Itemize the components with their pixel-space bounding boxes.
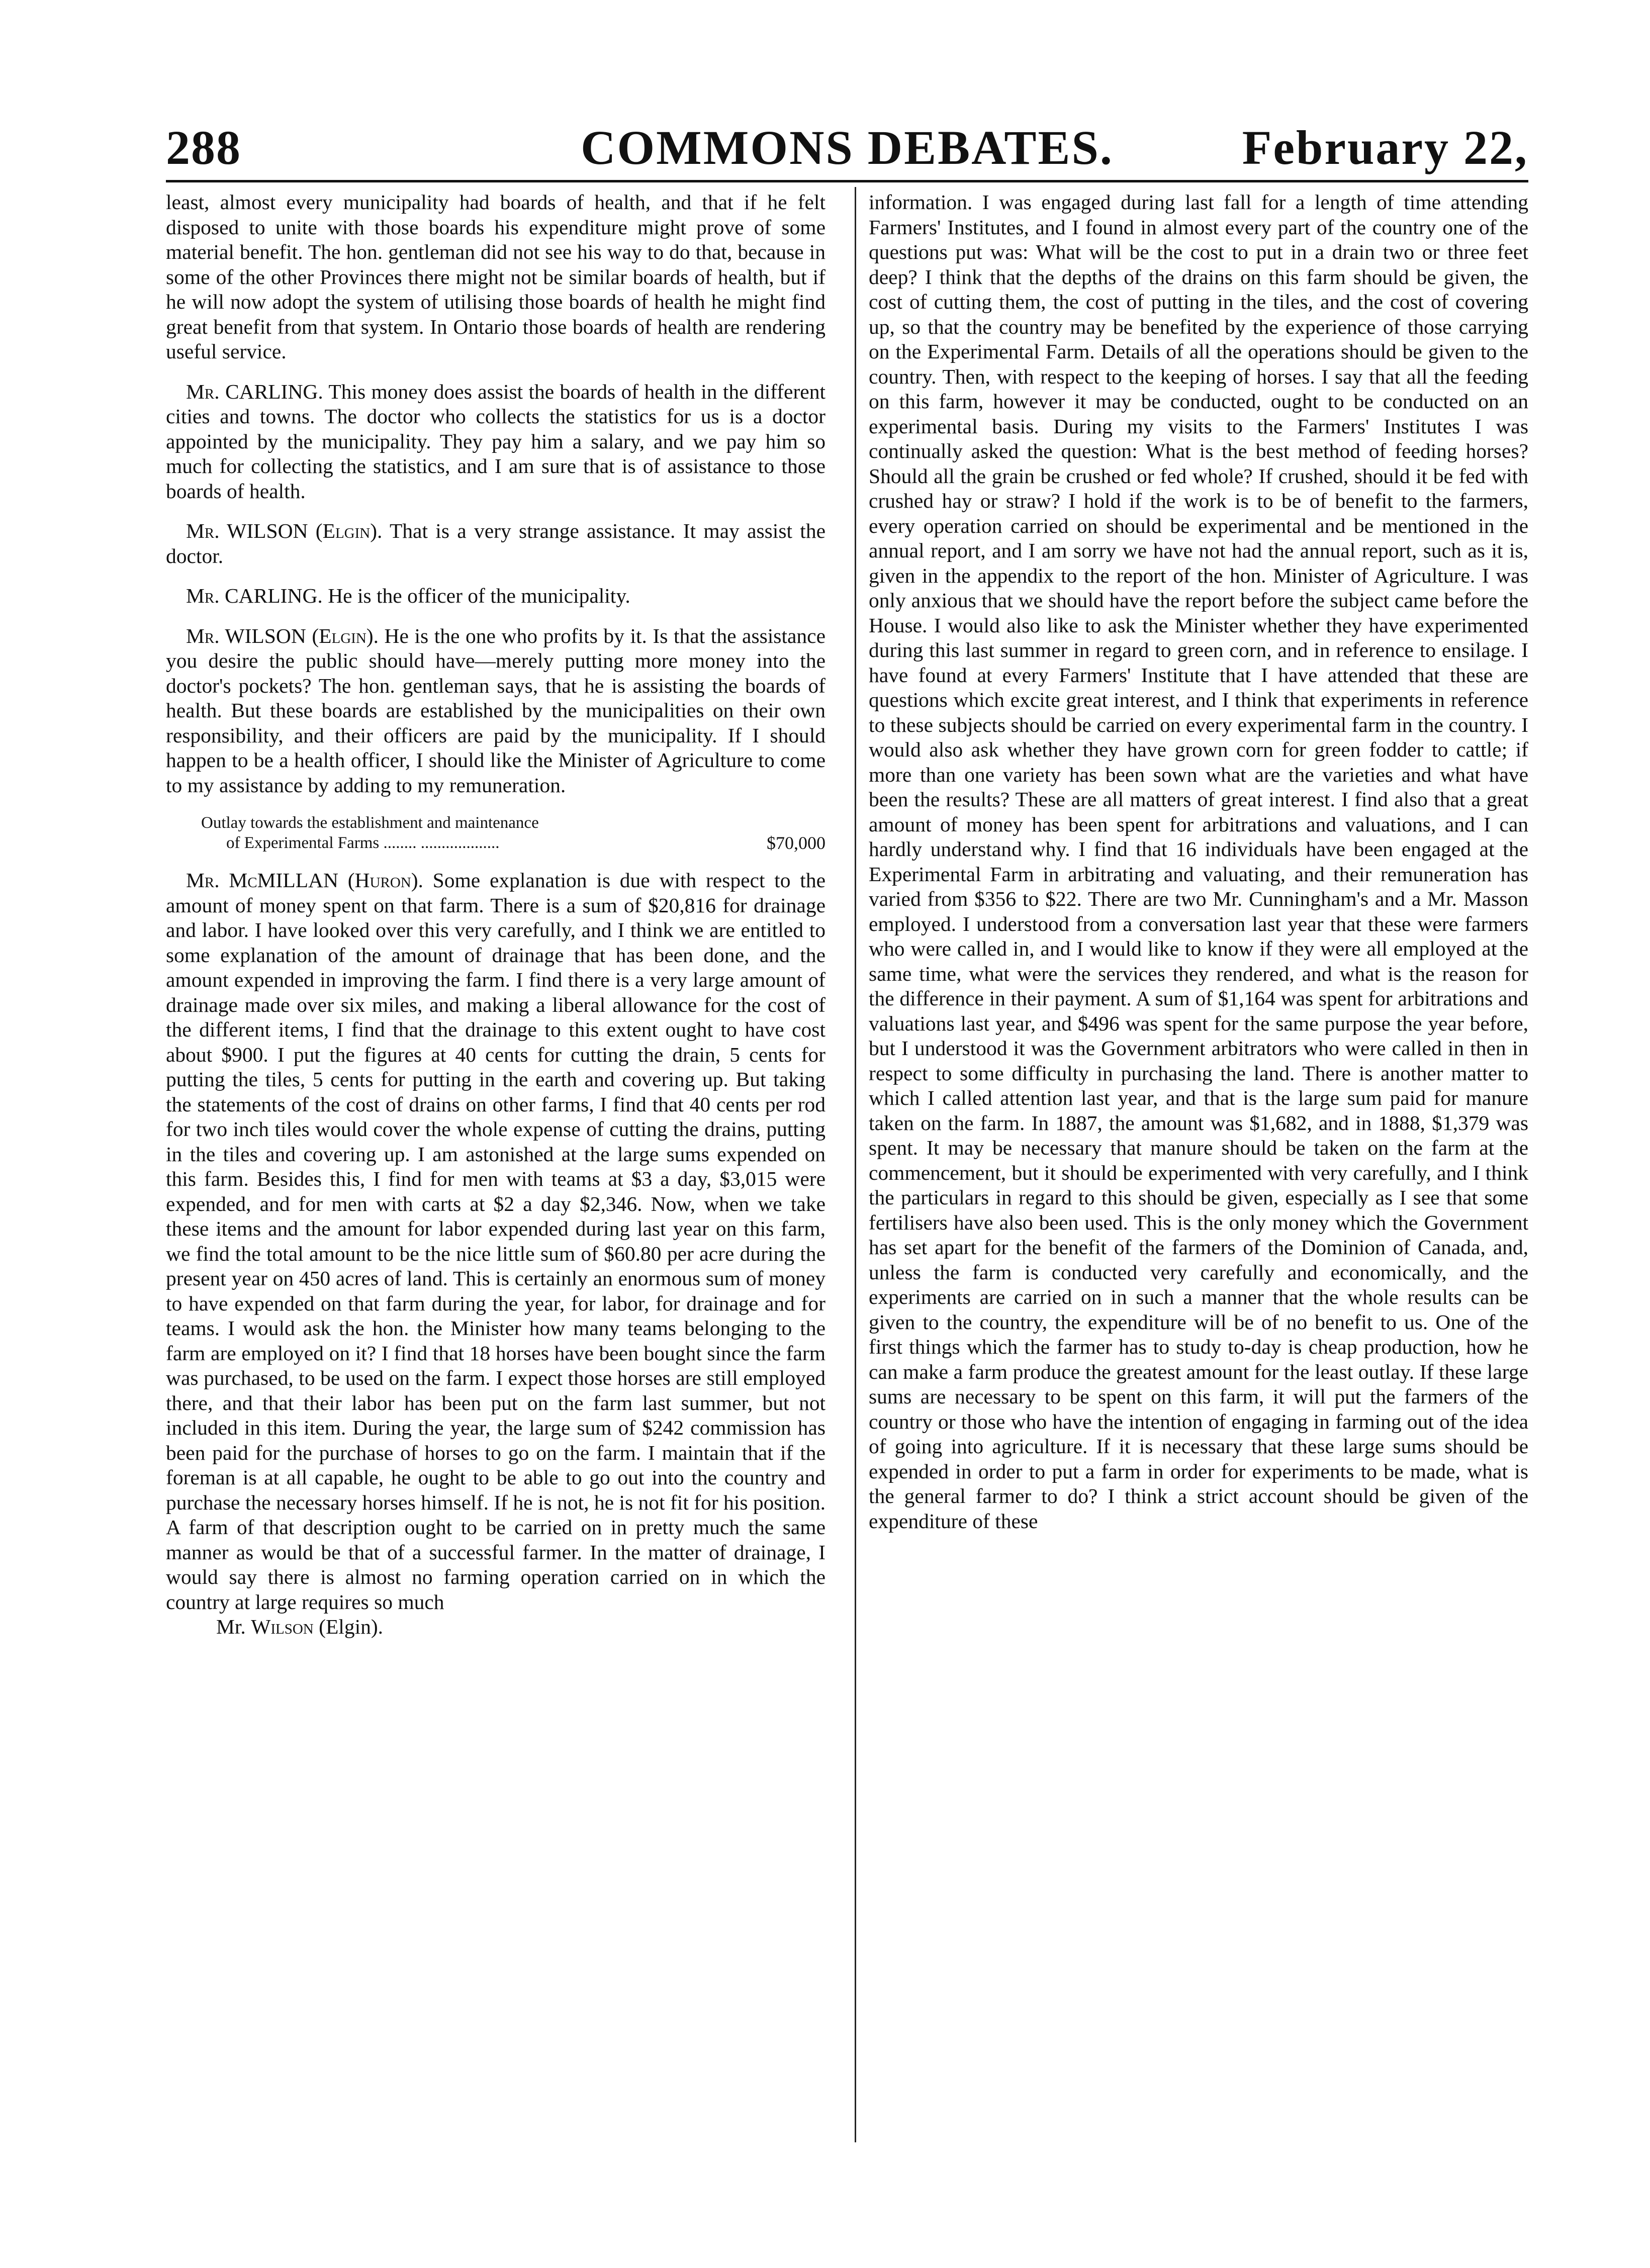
- paragraph: [166, 624, 826, 798]
- paragraph: [166, 519, 826, 569]
- column-divider: [855, 187, 856, 2142]
- page-date: February 22,: [1242, 121, 1528, 174]
- paragraph: [166, 380, 826, 504]
- paragraph: [166, 868, 826, 1615]
- right-column: [869, 190, 1528, 1549]
- outlay-label-line-1: Outlay towards the establishment and maintenance: [201, 814, 539, 832]
- speech-text: He is the officer of the municipality.: [322, 584, 630, 607]
- page-number: 288: [166, 121, 241, 174]
- outlay-label-text: of Experimental Farms ........ ...................: [226, 834, 500, 852]
- paragraph: information. I was engaged during last fall for a length of time attending Farmers' Institutes, and I found in almost every part of the country one of the questions put was: What will be the cost to put in a drain two or three feet deep? I think that the depths of the drains on this farm should be given, the cost of cutting them, the cost of putting in the tiles, and the cost of covering up, so that the country may be benefited by the experience of those carrying on the Experimental Farm. Details of all the operations should be given to the country. Then, with respect to the keeping of horses. I say that all the feeding on this farm, however it may be conducted, ought to be conducted on an experimental basis. During my visits to the Farmers' Institutes I was continually asked the question: What is the best method of feeding horses? Should all the grain be crushed or fed whole? If crushed, should it be fed with crushed hay or straw? I hold if the work is to be of benefit to the farmers, every operation carried on should be experimental and be mentioned in the annual report, and I am sorry we have not had the annual report, such as it is, given in the appendix to the report of the hon. Minister of Agriculture. I was only anxious that we should have the report before the subject came before the House. I would also like to ask the Minister whether they have experimented during this last summer in regard to green corn, and in reference to ensilage. I have found at every Farmers' Institute that I have attended that these are questions which excite great interest, and I think that experiments in reference to these subjects should be carried on every experimental farm in the country. I would also ask whether they have grown corn for green fodder to cattle; if more than one variety has been sown what are the varieties and what have been the results? These are all matters of great interest. I find also that a great amount of money has been spent for arbitrations and valuations, and I can hardly understand why. I find that 16 individuals have been engaged at the Experimental Farm in arbitrating and valuating, and their remuneration has varied from $356 to $22. There are two Mr. Cunningham's and a Mr. Masson employed. I understood from a conversation last year that these were farmers who were called in, and I would like to know if they were all employed at the same time, what were the services they rendered, and what is the reason for the difference in their payment. A sum of $1,164 was spent for arbitrations and valuations last year, and $496 was spent for the same purpose the year before, but I understood it was the Government arbitrators who were called in then in respect to some difficulty in purchasing the land. There is another matter to which I called attention last year, and that is the large sum paid for manure taken on the farm. In 1887, the amount was $1,682, and in 1888, $1,379 was spent. It may be necessary that manure should be taken on the farm at the commencement, but it should be experimented with very carefully, and I think the particulars in regard to this should be given, especially as I see that some fertilisers have also been used. This is the only money which the Government has set apart for the benefit of the farmers of the Dominion of Canada, and, unless the farm is conducted very carefully and economically, and the experiments are carried on in such a manner that the whole results can be given to the country, the expenditure will be of no benefit to us. One of the first things which the farmer has to study to-day is cheap production, how he can make a farm produce the greatest amount for the least outlay. If these large sums are necessary to be spent on this farm, it will put the farmers of the country or those who have the intention of engaging in farming out of the idea of going into agriculture. If it is necessary that these large sums should be expended in order to put a farm in order for experiments to be made, what is the general farmer to do? I think a strict account should be given of the expenditure of these: [869, 191, 1528, 1533]
- speaker-name: Mr. McMILLAN (Huron).: [186, 869, 423, 892]
- speech-text: He is the one who profits by it. Is that the assistance you desire the public should have—merely putting more money into the doctor's pockets? The hon. gentleman says, that he is assisting the boards of health. But these boards are established by the municipalities on their own responsibility, and their officers are paid by the municipality. If I should happen to be a health officer, I should like the Minister of Agriculture to come to my assistance by adding to my remuneration.: [166, 624, 826, 797]
- paragraph: [166, 584, 826, 609]
- speaker-name: Mr. WILSON (Elgin).: [186, 519, 383, 542]
- page-title: COMMONS DEBATES.: [581, 121, 1114, 174]
- outlay-amount: $70,000: [767, 833, 826, 853]
- speaker-name: Mr. CARLING.: [186, 380, 323, 403]
- next-speaker-prefix: Mr.: [216, 1615, 251, 1638]
- next-speaker-name: Wilson: [251, 1615, 314, 1638]
- speaker-name: Mr. WILSON (Elgin).: [186, 624, 379, 647]
- speech-text: Some explanation is due with respect to the amount of money spent on that farm. There is a sum of $20,816 for drainage and labor. I have looked over this very carefully, and I think we are entitled to some explanation of the amount of drainage that has been done, and the amount expended in improving the farm. I find there is a very large amount of drainage made over six miles, and making a liberal allowance for the cost of the different items, I find that the drainage to this extent ought to have cost about $900. I put the figures at 40 cents for cutting the drain, 5 cents for putting the tiles, 5 cents for putting in the earth and covering up. But taking the statements of the cost of drains on other farms, I find that 40 cents per rod for two inch tiles would cover the whole expense of cutting the drains, putting in the tiles and covering up. I am astonished at the large sums expended on this farm. Besides this, I find for men with teams at $3 a day, $3,015 were expended, and for men with carts at $2 a day $2,346. Now, when we take these items and the amount for labor expended during last year on this farm, we find the total amount to be the nice little sum of $60.80 per acre during the present year on 450 acres of land. This is certainly an enormous sum of money to have expended on that farm during the year, for labor, for drainage and for teams. I would ask the hon. the Minister how many teams belonging to the farm are employed on it? I find that 18 horses have been bought since the farm was purchased, to be used on the farm. I expect those horses are still employed there, and that their labor has been put on the farm last summer, but not included in this item. During the year, the large sum of $242 commission has been paid for the purchase of horses to go on the farm. I maintain that if the foreman is at all capable, he ought to be able to go out into the country and purchase the necessary horses himself. If he is not, he is not fit for his position. A farm of that description ought to be carried on in pretty much the same manner as would be that of a successful farmer. In the matter of drainage, I would say there is almost no farming operation carried on in which the country at large requires so much: [166, 869, 826, 1614]
- outlay-label-line-2: [201, 833, 826, 853]
- speech-text: That is a very strange assistance. It may assist the doctor.: [166, 519, 826, 568]
- header-rule: [166, 180, 1528, 182]
- page-header: [166, 120, 1528, 175]
- next-speaker-suffix: (Elgin).: [313, 1615, 384, 1638]
- outlay-item: [201, 813, 826, 853]
- left-column: [166, 190, 826, 1655]
- paragraph: least, almost every municipality had boards of health, and that if he felt disposed to unite with those boards his expenditure might prove of some material benefit. The hon. gentleman did not see his way to do that, because in some of the other Provinces there might not be similar boards of health, but if he will now adopt the system of utilising those boards of health he might find great benefit from that system. In Ontario those boards of health are rendering useful service.: [166, 191, 826, 363]
- speech-text: This money does assist the boards of health in the different cities and towns. The doctor who collects the statistics for us is a doctor appointed by the municipality. They pay him a salary, and we pay him so much for collecting the statistics, and I am sure that is of assistance to those boards of health.: [166, 380, 826, 503]
- next-speaker: [166, 1615, 826, 1640]
- speaker-name: Mr. CARLING.: [186, 584, 323, 607]
